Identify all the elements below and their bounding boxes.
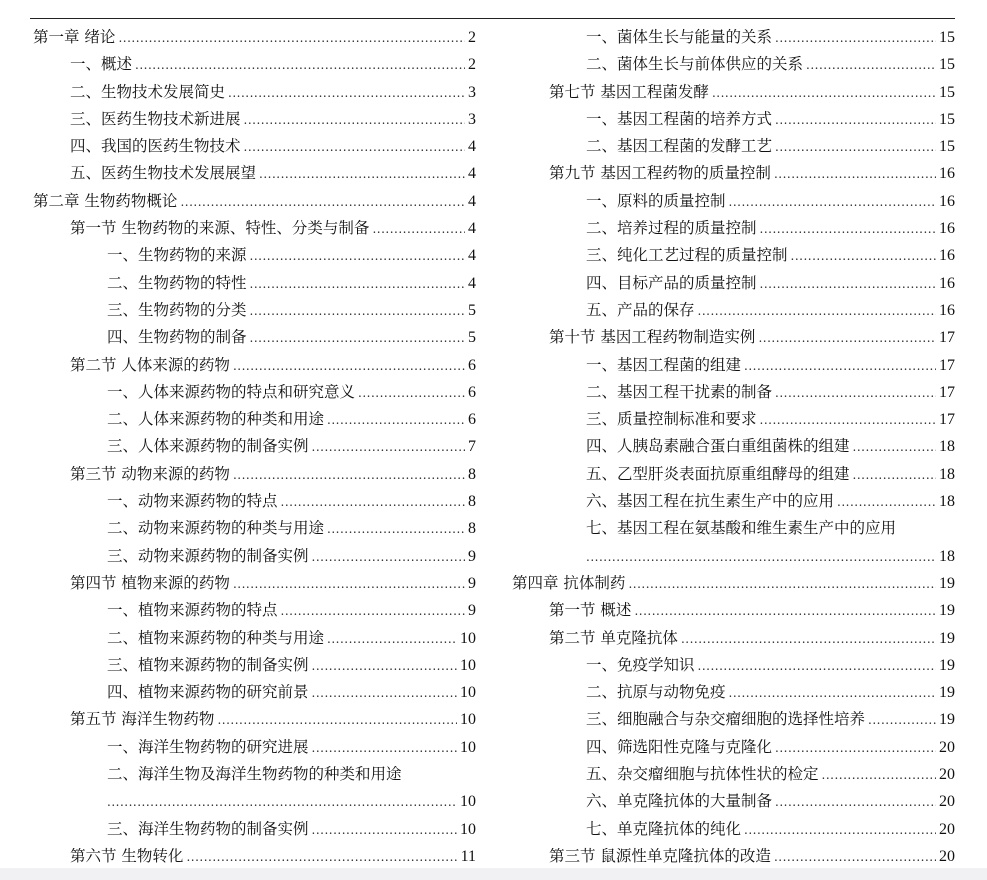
toc-entry[interactable] [33,188,476,215]
dot-leader [244,134,465,161]
toc-entry[interactable] [512,570,955,597]
toc-entry-title: 三、细胞融合与杂交瘤细胞的选择性培养 [586,710,866,729]
dot-leader [775,380,936,407]
dot-leader [837,489,936,516]
toc-entry[interactable] [512,706,955,733]
dot-leader [118,25,465,52]
toc-entry[interactable] [512,379,955,406]
dot-leader [135,52,465,79]
toc-page-number: 9 [468,547,476,565]
dot-leader [372,216,465,243]
toc-page-number: 20 [939,738,955,756]
toc-entry[interactable] [33,51,476,78]
toc-entry-title: 第三节 鼠源性单克隆抗体的改造 [549,846,771,865]
toc-entry-title: 二、动物来源药物的种类与用途 [107,519,325,538]
toc-page-number: 16 [939,220,955,238]
toc-page-number: 8 [468,520,476,538]
toc-entry[interactable] [33,406,476,433]
toc-entry[interactable] [512,597,955,624]
toc-entry[interactable] [33,270,476,297]
dot-leader [758,325,936,352]
toc-page-number: 2 [468,29,476,46]
toc-entry-title: 四、筛选阳性克隆与克隆化 [586,737,773,756]
dot-leader [760,271,936,298]
toc-page-number: 16 [939,165,955,183]
toc-entry[interactable] [512,488,955,515]
toc-entry[interactable] [33,24,476,51]
toc-entry-title: 第七节 基因工程菌发酵 [549,82,709,101]
toc-page-number: 15 [939,56,955,74]
toc-entry[interactable] [33,297,476,324]
toc-entry-title: 二、菌体生长与前体供应的关系 [586,55,804,74]
toc-page-number: 11 [460,847,476,865]
dot-leader [774,161,936,188]
toc-entry[interactable] [33,625,476,652]
header-rule [30,18,955,19]
toc-page-number: 19 [939,629,955,647]
toc-entry[interactable] [33,843,476,870]
dot-leader [822,762,936,789]
dot-leader [744,353,936,380]
toc-entry-title: 二、生物技术发展简史 [70,82,226,101]
toc-page-number: 10 [460,820,476,838]
toc-page-number: 17 [939,329,955,347]
toc-entry[interactable] [512,51,955,78]
toc-entry-title: 一、动物来源药物的特点 [107,492,278,511]
dot-leader [791,243,936,270]
toc-entry[interactable] [33,79,476,106]
dot-leader [853,434,936,461]
toc-entry-title: 二、植物来源药物的种类与用途 [107,628,325,647]
toc-page-number: 10 [460,711,476,729]
toc-entry-title: 六、单克隆抗体的大量制备 [586,792,773,811]
toc-entry[interactable] [512,515,955,542]
toc-page-number: 18 [939,493,955,511]
dot-leader [868,707,936,734]
dot-leader [281,489,465,516]
toc-page-number: 20 [939,820,955,838]
toc-entry-title: 五、产品的保存 [586,300,695,319]
toc-entry-title: 第二节 人体来源的药物 [70,355,230,374]
dot-leader [698,298,936,325]
dot-leader [233,462,465,489]
toc-page-number: 5 [468,329,476,347]
toc-page-number: 6 [468,356,476,374]
toc-page-number: 9 [468,574,476,592]
toc-entry[interactable] [512,324,955,351]
toc-entry-title: 二、人体来源药物的种类和用途 [107,410,325,429]
toc-page-number: 8 [468,493,476,511]
toc-entry-title: 一、人体来源药物的特点和研究意义 [107,382,356,401]
dot-leader [233,353,465,380]
toc-entry[interactable] [33,652,476,679]
toc-page-number: 16 [939,247,955,265]
toc-page-number: 20 [939,793,955,811]
page-top-margin [0,0,987,12]
toc-column-left [33,24,476,870]
toc-entry-title: 五、乙型肝炎表面抗原重组酵母的组建 [586,464,850,483]
toc-page-number: 5 [468,301,476,319]
dot-leader [312,817,457,844]
toc-page-number: 17 [939,356,955,374]
toc-page-number: 3 [468,83,476,101]
toc-page-number: 19 [939,602,955,620]
toc-entry-title: 二、基因工程菌的发酵工艺 [586,137,773,156]
toc-entry[interactable] [512,625,955,652]
toc-page-number: 17 [939,383,955,401]
toc-entry[interactable] [512,816,955,843]
toc-entry-title: 二、培养过程的质量控制 [586,219,757,238]
dot-leader [775,107,936,134]
toc-page-number: 16 [939,301,955,319]
toc-entry[interactable] [512,652,955,679]
toc-entry[interactable] [512,406,955,433]
toc-page-number: 10 [460,629,476,647]
toc-entry-title: 三、纯化工艺过程的质量控制 [586,246,788,265]
toc-entry[interactable] [33,706,476,733]
toc-page-number: 2 [468,56,476,74]
dot-leader [729,189,936,216]
dot-leader [586,544,936,571]
toc-page-number: 3 [468,110,476,128]
toc-entry-title: 三、植物来源药物的制备实例 [107,655,309,674]
dot-leader [729,680,936,707]
toc-entry[interactable] [512,297,955,324]
toc-entry-title: 三、医药生物技术新进展 [70,109,241,128]
dot-leader [327,516,465,543]
toc-entry[interactable] [512,461,955,488]
toc-entry[interactable] [512,433,955,460]
toc-entry-title: 第十节 基因工程药物制造实例 [549,328,756,347]
toc-page-number: 16 [939,192,955,210]
toc-entry[interactable] [512,843,955,870]
toc-entry[interactable] [33,242,476,269]
toc-page-number: 8 [468,465,476,483]
toc-page-number: 6 [468,411,476,429]
dot-leader [250,271,465,298]
toc-entry[interactable] [33,215,476,242]
toc-page-number: 4 [468,165,476,183]
toc-column-right [512,24,955,870]
toc-page-number: 4 [468,274,476,292]
toc-entry-continuation[interactable] [33,788,476,815]
dot-leader [712,80,936,107]
dot-leader [312,735,457,762]
dot-leader [775,735,936,762]
toc-entry[interactable] [512,160,955,187]
dot-leader [634,598,936,625]
toc-entry-title: 第二章 生物药物概论 [33,191,178,210]
toc-entry-title: 三、人体来源药物的制备实例 [107,437,309,456]
toc-entry-title: 六、基因工程在抗生素生产中的应用 [586,492,835,511]
toc-page-number: 15 [939,83,955,101]
toc-entry[interactable] [33,761,476,788]
dot-leader [358,380,465,407]
toc-entry[interactable] [33,106,476,133]
dot-leader [250,243,465,270]
dot-leader [107,789,457,816]
toc-entry-title: 七、单克隆抗体的纯化 [586,819,742,838]
dot-leader [312,544,465,571]
toc-page-number: 10 [460,793,476,811]
toc-entry-title: 四、我国的医药生物技术 [70,137,241,156]
page-bottom-edge [0,868,987,880]
toc-page-number: 15 [939,110,955,128]
dot-leader [853,462,936,489]
toc-page-number: 7 [468,438,476,456]
toc-entry[interactable] [33,734,476,761]
toc-entry-title: 一、原料的质量控制 [586,191,726,210]
toc-entry-title: 五、杂交瘤细胞与抗体性状的检定 [586,765,819,784]
toc-entry-title: 二、海洋生物及海洋生物药物的种类和用途 [107,765,402,784]
toc-entry-continuation[interactable] [512,543,955,570]
toc-entry[interactable] [33,488,476,515]
dot-leader [180,189,465,216]
toc-entry[interactable] [33,324,476,351]
toc-entry-title: 二、抗原与动物免疫 [586,683,726,702]
dot-leader [250,298,465,325]
toc-entry[interactable] [512,270,955,297]
toc-entry[interactable] [512,679,955,706]
toc-page-number: 18 [939,438,955,456]
toc-entry[interactable] [512,352,955,379]
dot-leader [312,680,457,707]
toc-page-number: 16 [939,274,955,292]
dot-leader [681,626,936,653]
dot-leader [775,134,936,161]
toc-entry-title: 四、人胰岛素融合蛋白重组菌株的组建 [586,437,850,456]
toc-entry-title: 一、生物药物的来源 [107,246,247,265]
toc-entry[interactable] [512,79,955,106]
dot-leader [744,817,936,844]
toc-entry-title: 一、基因工程菌的组建 [586,355,742,374]
dot-leader [760,407,936,434]
toc-entry-title: 四、目标产品的质量控制 [586,273,757,292]
dot-leader [250,325,465,352]
toc-entry[interactable] [33,597,476,624]
toc-page-number: 6 [468,383,476,401]
toc-entry-title: 第五节 海洋生物药物 [70,710,215,729]
toc-entry[interactable] [33,352,476,379]
toc-entry[interactable] [33,433,476,460]
toc-entry[interactable] [33,379,476,406]
toc-entry[interactable] [33,133,476,160]
toc-page-number: 19 [939,656,955,674]
toc-entry-title: 一、概述 [70,55,133,74]
toc-page-number: 9 [468,602,476,620]
toc-entry[interactable] [33,816,476,843]
toc-page-number: 10 [460,656,476,674]
toc-page-number: 15 [939,29,955,46]
toc-entry-title: 第一节 生物药物的来源、特性、分类与制备 [70,219,370,238]
dot-leader [806,52,936,79]
toc-entry[interactable] [512,215,955,242]
toc-page-number: 18 [939,465,955,483]
toc-entry-title: 第四节 植物来源的药物 [70,573,230,592]
dot-leader [228,80,465,107]
dot-leader [698,653,936,680]
toc-entry-title: 第三节 动物来源的药物 [70,464,230,483]
dot-leader [244,107,465,134]
toc-entry-title: 三、海洋生物药物的制备实例 [107,819,309,838]
toc-entry-title: 第四章 抗体制药 [512,573,626,592]
toc-entry[interactable] [33,543,476,570]
toc-entry[interactable] [512,188,955,215]
dot-leader [312,653,457,680]
dot-leader [327,626,457,653]
toc-entry-title: 四、生物药物的制备 [107,328,247,347]
toc-entry-title: 二、基因工程干扰素的制备 [586,382,773,401]
toc-page-number: 19 [939,684,955,702]
toc-page-number: 20 [939,847,955,865]
toc-page-number: 20 [939,766,955,784]
toc-page-number: 10 [460,738,476,756]
toc-entry[interactable] [33,515,476,542]
toc-entry-title: 一、植物来源药物的特点 [107,601,278,620]
toc-page-number: 19 [939,574,955,592]
toc-entry-title: 一、基因工程菌的培养方式 [586,109,773,128]
toc-entry-title: 第一章 绪论 [33,28,116,46]
toc-entry-title: 三、质量控制标准和要求 [586,410,757,429]
toc-entry-title: 一、菌体生长与能量的关系 [586,28,773,46]
toc-page-number: 4 [468,247,476,265]
toc-entry[interactable] [512,242,955,269]
dot-leader [312,434,465,461]
toc-entry-title: 第六节 生物转化 [70,846,184,865]
toc-entry-title: 二、生物药物的特性 [107,273,247,292]
toc-entry[interactable] [512,133,955,160]
toc-entry-title: 一、海洋生物药物的研究进展 [107,737,309,756]
toc-entry[interactable] [512,24,955,51]
toc-entry[interactable] [512,734,955,761]
toc-entry-title: 第九节 基因工程药物的质量控制 [549,164,771,183]
toc-entry-title: 七、基因工程在氨基酸和维生素生产中的应用 [586,519,897,538]
dot-leader [259,161,465,188]
toc-entry-title: 一、免疫学知识 [586,655,695,674]
toc-entry[interactable] [512,106,955,133]
toc-entry[interactable] [33,160,476,187]
toc-page-number: 19 [939,711,955,729]
toc-entry-title: 三、生物药物的分类 [107,300,247,319]
toc-entry[interactable] [33,461,476,488]
toc-entry-title: 第二节 单克隆抗体 [549,628,678,647]
toc-page-number: 4 [468,192,476,210]
toc-page-number: 4 [468,220,476,238]
dot-leader [760,216,936,243]
dot-leader [233,571,465,598]
toc-entry-title: 三、动物来源药物的制备实例 [107,546,309,565]
toc-entry[interactable] [512,761,955,788]
dot-leader [775,789,936,816]
toc-page-number: 18 [939,547,955,565]
dot-leader [628,571,936,598]
dot-leader [281,598,465,625]
toc-page-number: 10 [460,684,476,702]
toc-entry-title: 第一节 概述 [549,601,632,620]
toc-entry[interactable] [33,570,476,597]
toc-entry[interactable] [33,679,476,706]
dot-leader [775,25,936,52]
toc-entry[interactable] [512,788,955,815]
dot-leader [217,707,457,734]
toc-page-number: 4 [468,138,476,156]
toc-entry-title: 五、医药生物技术发展展望 [70,164,257,183]
toc-entry-title: 四、植物来源药物的研究前景 [107,683,309,702]
dot-leader [327,407,465,434]
toc-page-number: 15 [939,138,955,156]
toc-page-number: 17 [939,411,955,429]
